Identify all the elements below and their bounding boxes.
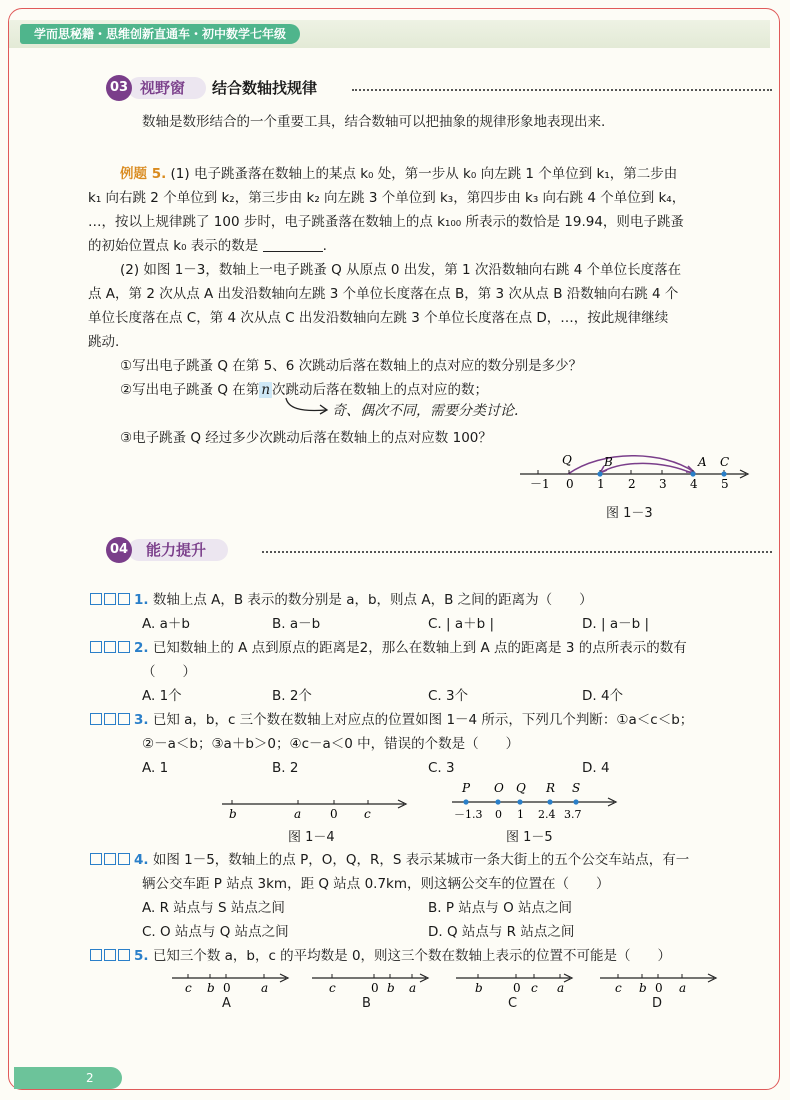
- q5-tick-label: 0: [655, 981, 663, 995]
- fig15-value-label: 1: [517, 808, 524, 821]
- q4-option-a[interactable]: A. R 站点与 S 站点之间: [142, 900, 285, 916]
- q5-tick-label: c: [329, 981, 336, 995]
- q5-tick-label: a: [679, 981, 687, 995]
- fig15-value-label: 0: [495, 808, 502, 821]
- q2-option-b[interactable]: B. 2个: [272, 688, 312, 704]
- section-03-dots: [352, 89, 772, 91]
- q5-tick-label: a: [261, 981, 269, 995]
- q3-option-c[interactable]: C. 3: [428, 760, 455, 776]
- fig15-dot: [573, 799, 578, 804]
- fig15-point-label: R: [546, 781, 556, 795]
- example-p2-line4: 跳动.: [88, 334, 120, 350]
- section-04-number: 04: [106, 537, 132, 563]
- section-03-title: 结合数轴找规律: [212, 79, 318, 97]
- example-label: 例题 5.: [120, 166, 167, 182]
- q5-tick-label: 0: [371, 981, 379, 995]
- section-04-title: 能力提升: [146, 541, 207, 559]
- fig15-point-label: P: [462, 781, 471, 795]
- q1-number: 1.: [134, 592, 149, 608]
- q5-tick-label: a: [557, 981, 565, 995]
- q2-option-c[interactable]: C. 3个: [428, 688, 469, 704]
- q2-text-line1: 已知数轴上的 A 点到原点的距离是2，那么在数轴上到 A 点的距离是 3 的点所表示的数有: [152, 640, 687, 656]
- fig13-tick-label: －1: [530, 477, 550, 491]
- fig14-label-0: 0: [330, 807, 338, 821]
- fig13-dot-a: [690, 471, 695, 476]
- handwritten-arrow: [282, 394, 332, 422]
- fig13-dot-c: [721, 471, 726, 476]
- header-banner: 学而思秘籍・思维创新直通车・初中数学七年级: [20, 24, 300, 44]
- example-p2-line1: (2) 如图 1－3，数轴上一电子跳蚤 Q 从原点 0 出发，第 1 次沿数轴向右跳 4 个单位长度落在: [120, 262, 682, 278]
- fig15-point-label: O: [494, 781, 504, 795]
- fig15-dot: [495, 799, 500, 804]
- example-q3: ③电子跳蚤 Q 经过多少次跳动后落在数轴上的点对应数 100？: [120, 430, 492, 446]
- q4-option-b[interactable]: B. P 站点与 O 站点之间: [428, 900, 572, 916]
- figure-1-5-caption: 图 1－5: [506, 830, 553, 845]
- q5-tick-label: b: [639, 981, 647, 995]
- q5-tick-label: c: [185, 981, 192, 995]
- q5-option-b[interactable]: B: [362, 996, 371, 1011]
- example-p1-line1: (1) 电子跳蚤落在数轴上的某点 k₀ 处，第一步从 k₀ 向左跳 1 个单位到 k₁，第二步由: [170, 166, 678, 182]
- figure-1-5: [450, 780, 620, 824]
- q5-option-a[interactable]: A: [222, 996, 231, 1011]
- fig13-point-c: C: [720, 455, 730, 469]
- q4-option-c[interactable]: C. O 站点与 Q 站点之间: [142, 924, 289, 940]
- example-p2-line2: 点 A，第 2 次从点 A 出发沿数轴向左跳 3 个单位长度落在点 B，第 3 次从点 B 沿数轴向右跳 4 个: [88, 286, 679, 302]
- section-03-label: 视野窗: [140, 79, 186, 97]
- example-q2-a: ②写出电子跳蚤 Q 在第: [120, 382, 260, 398]
- page-number: 2: [14, 1067, 122, 1089]
- fig13-dot-b: [597, 471, 602, 476]
- q5-number-lines: [168, 968, 728, 1016]
- q1-option-d[interactable]: D. | a－b |: [582, 616, 649, 632]
- fig13-tick-label: 2: [628, 477, 636, 491]
- q5-tick-label: 0: [223, 981, 231, 995]
- q5-option-c[interactable]: C: [508, 996, 518, 1011]
- fig15-dot: [463, 799, 468, 804]
- q1-option-a[interactable]: A. a＋b: [142, 616, 190, 632]
- example-p1-line2: k₁ 向右跳 2 个单位到 k₂，第三步由 k₂ 向左跳 3 个单位到 k₃，第四步由 k₃ 向右跳 4 个单位到 k₄，: [88, 190, 686, 206]
- fig13-tick-label: 3: [659, 477, 667, 491]
- q5-tick-label: 0: [513, 981, 521, 995]
- q1-option-b[interactable]: B. a－b: [272, 616, 321, 632]
- fig13-tick-label: 4: [690, 477, 698, 491]
- q5-tick-label: b: [387, 981, 395, 995]
- q4-number: 4.: [134, 852, 149, 868]
- example-p1-line3: …，按以上规律跳了 100 步时，电子跳蚤落在数轴上的点 k₁₀₀ 所表示的数恰是 19.94，则电子跳蚤: [88, 214, 684, 230]
- fig15-dot: [517, 799, 522, 804]
- fig13-point-q: Q: [562, 453, 572, 467]
- q4-text-line2: 辆公交车距 P 站点 3km，距 Q 站点 0.7km，则这辆公交车的位置在（ ）: [142, 876, 610, 892]
- fig15-value-label: 3.7: [564, 808, 582, 821]
- handwritten-note: 奇、偶次不同，需要分类讨论.: [332, 403, 519, 419]
- q5-text: 已知三个数 a，b，c 的平均数是 0，则这三个数在数轴上表示的位置不可能是（ ）: [152, 948, 672, 964]
- q3-option-a[interactable]: A. 1: [142, 760, 169, 776]
- q3-number: 3.: [134, 712, 149, 728]
- fig15-point-label: Q: [516, 781, 526, 795]
- fig13-point-a: A: [698, 455, 707, 469]
- section-04-dots: [262, 551, 772, 553]
- fig14-label-b: b: [229, 807, 237, 821]
- fig13-tick-label: 1: [597, 477, 605, 491]
- figure-1-4-caption: 图 1－4: [288, 830, 335, 845]
- q3-text-line1: 已知 a，b，c 三个数在数轴上对应点的位置如图 1－4 所示，下列几个判断：①a＜c＜b；: [152, 712, 694, 728]
- fig15-point-label: S: [572, 781, 581, 795]
- figure-1-3-caption: 图 1－3: [606, 506, 653, 521]
- q5-tick-label: c: [615, 981, 622, 995]
- fig15-value-label: 2.4: [538, 808, 556, 821]
- q1-option-c[interactable]: C. | a＋b |: [428, 616, 495, 632]
- example-p2-line3: 单位长度落在点 C，第 4 次从点 C 出发沿数轴向左跳 3 个单位长度落在点 D，…，按此规律继续: [88, 310, 669, 326]
- q2-option-a[interactable]: A. 1个: [142, 688, 182, 704]
- answer-blank[interactable]: [263, 237, 323, 252]
- example-q2-b: 次跳动后落在数轴上的点对应的数；: [272, 382, 489, 398]
- section-03-number: 03: [106, 75, 132, 101]
- example-q2-n: n: [261, 382, 271, 398]
- q5-tick-label: a: [409, 981, 417, 995]
- q5-option-d[interactable]: D: [652, 996, 663, 1011]
- figure-1-3: [512, 450, 752, 492]
- q5-tick-label: b: [475, 981, 483, 995]
- q4-text-line1: 如图 1－5，数轴上的点 P，O，Q，R，S 表示某城市一条大街上的五个公交车站点，有一: [152, 852, 690, 868]
- q4-option-d[interactable]: D. Q 站点与 R 站点之间: [428, 924, 575, 940]
- q5-number: 5.: [134, 948, 149, 964]
- q3-option-d[interactable]: D. 4: [582, 760, 610, 776]
- fig15-dot: [547, 799, 552, 804]
- fig13-point-b: B: [604, 455, 613, 469]
- q2-number: 2.: [134, 640, 149, 656]
- fig14-label-c: c: [364, 807, 371, 821]
- q3-text-line2: ②－a＜b；③a＋b＞0；④c－a＜0 中，错误的个数是（ ）: [142, 736, 520, 752]
- figure-1-4: [220, 796, 410, 822]
- q2-text-line2: （ ）: [142, 664, 196, 680]
- example-p1-line4: 的初始位置点 k₀ 表示的数是: [88, 238, 259, 254]
- q3-option-b[interactable]: B. 2: [272, 760, 299, 776]
- fig13-tick-label: 0: [566, 477, 574, 491]
- section-03-intro: 数轴是数形结合的一个重要工具，结合数轴可以把抽象的规律形象地表现出来.: [142, 114, 606, 130]
- q5-tick-label: c: [531, 981, 538, 995]
- q1-text: 数轴上点 A，B 表示的数分别是 a，b，则点 A，B 之间的距离为（ ）: [152, 592, 593, 608]
- fig13-tick-label: 5: [721, 477, 729, 491]
- fig15-value-label: －1.3: [454, 808, 483, 821]
- q2-option-d[interactable]: D. 4个: [582, 688, 624, 704]
- fig14-label-a: a: [294, 807, 302, 821]
- q5-tick-label: b: [207, 981, 215, 995]
- example-q1: ①写出电子跳蚤 Q 在第 5、6 次跳动后落在数轴上的点对应的数分别是多少？: [120, 358, 583, 374]
